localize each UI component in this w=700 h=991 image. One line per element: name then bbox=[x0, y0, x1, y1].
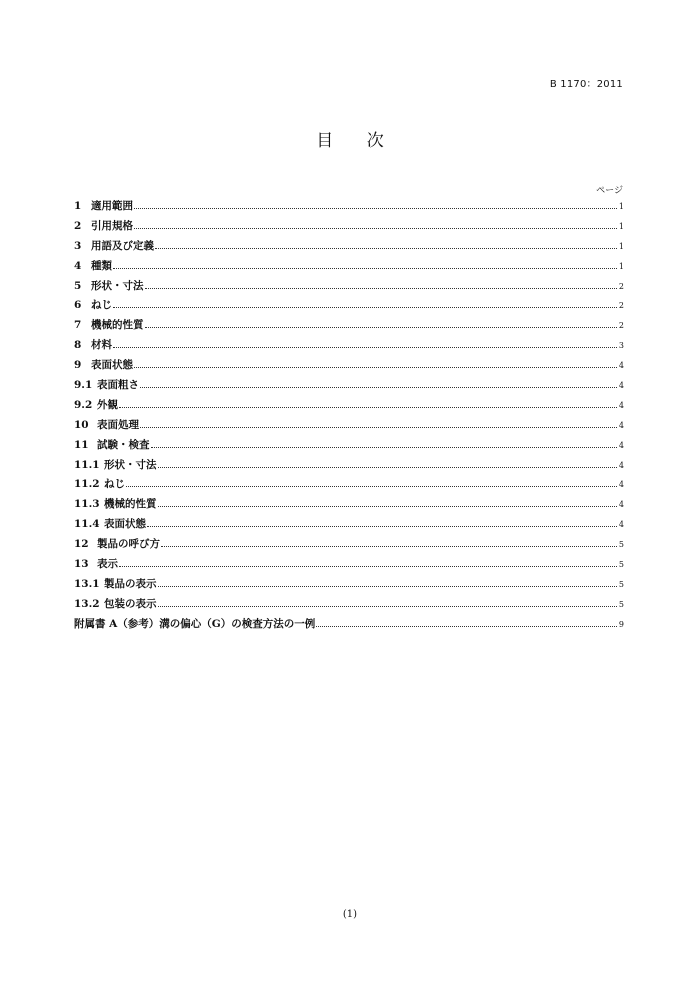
dot-leader bbox=[158, 506, 618, 507]
dot-leader bbox=[113, 347, 617, 348]
document-id: B 1170：2011 bbox=[549, 79, 623, 90]
toc-entry-number: 13.1 bbox=[74, 577, 100, 590]
toc-entry-page: 5 bbox=[618, 599, 624, 609]
dot-leader bbox=[140, 427, 617, 428]
toc-entry[interactable] bbox=[74, 258, 624, 278]
toc-entry-page: 9 bbox=[618, 619, 624, 629]
page-number: (1) bbox=[342, 909, 358, 920]
toc-entry-label: 材料 bbox=[91, 339, 112, 352]
dot-leader bbox=[119, 566, 617, 567]
toc-entry[interactable] bbox=[74, 616, 624, 636]
dot-leader bbox=[316, 626, 617, 627]
toc-entry-number: 13 bbox=[74, 558, 89, 571]
dot-leader bbox=[113, 268, 617, 269]
toc-entry-page: 4 bbox=[618, 520, 624, 530]
toc-entry-page: 4 bbox=[618, 420, 624, 430]
dot-leader bbox=[158, 467, 618, 468]
toc-entry-label: 表面処理 bbox=[97, 418, 139, 431]
toc-entry-label: 製品の呼び方 bbox=[97, 538, 160, 551]
toc-entry-number: 5 bbox=[74, 279, 82, 292]
toc-entry-label: 引用規格 bbox=[91, 219, 133, 232]
toc-entry[interactable] bbox=[74, 596, 624, 616]
toc-entry-page: 5 bbox=[618, 540, 624, 550]
toc-entry-label: 表面粗さ bbox=[97, 379, 139, 392]
toc-entry-page: 4 bbox=[618, 361, 624, 371]
dot-leader bbox=[161, 546, 617, 547]
toc-entry-page: 4 bbox=[618, 460, 624, 470]
toc-entry-page: 3 bbox=[618, 341, 624, 351]
toc-entry[interactable] bbox=[74, 437, 624, 457]
toc-entry-number: 12 bbox=[74, 538, 89, 551]
dot-leader bbox=[126, 486, 617, 487]
toc-entry-label: 表面状態 bbox=[91, 359, 133, 372]
dot-leader bbox=[119, 407, 617, 408]
toc-entry-number: 11.1 bbox=[74, 458, 100, 471]
toc-entry-page: 5 bbox=[618, 560, 624, 570]
dot-leader bbox=[158, 606, 618, 607]
toc-entry-page: 5 bbox=[618, 579, 624, 589]
toc-entry-page: 4 bbox=[618, 480, 624, 490]
page-column-label: ページ bbox=[596, 186, 623, 196]
dot-leader bbox=[134, 208, 617, 209]
toc-entry-number: 8 bbox=[74, 339, 82, 352]
toc-entry-page: 2 bbox=[618, 301, 624, 311]
toc-entry[interactable] bbox=[74, 457, 624, 477]
toc-entry[interactable] bbox=[74, 496, 624, 516]
toc-entry-number: 7 bbox=[74, 319, 82, 332]
toc-entry-number: 9.1 bbox=[74, 379, 93, 392]
toc-entry-number: 6 bbox=[74, 299, 82, 312]
toc-entry[interactable] bbox=[74, 516, 624, 536]
toc-entry-number: 13.2 bbox=[74, 597, 100, 610]
toc-entry-number: 10 bbox=[74, 418, 89, 431]
dot-leader bbox=[151, 447, 618, 448]
toc-entry-label: 表面状態 bbox=[104, 518, 146, 531]
toc-entry-page: 2 bbox=[618, 281, 624, 291]
toc-entry-label: ねじ bbox=[104, 478, 125, 491]
toc-entry-label: 形状・寸法 bbox=[91, 279, 144, 292]
dot-leader bbox=[147, 526, 617, 527]
toc-entry-number: 2 bbox=[74, 219, 82, 232]
toc-entry[interactable] bbox=[74, 238, 624, 258]
toc-entry-page: 4 bbox=[618, 500, 624, 510]
toc-entry[interactable] bbox=[74, 278, 624, 298]
toc-entry-page: 1 bbox=[618, 202, 624, 211]
toc-entry-label: 用語及び定義 bbox=[91, 239, 154, 252]
toc-entry[interactable] bbox=[74, 218, 624, 238]
toc-entry-label: 種類 bbox=[91, 259, 112, 272]
toc-entry-label: 外観 bbox=[97, 398, 118, 411]
toc-entry[interactable] bbox=[74, 476, 624, 496]
toc-entry-page: 1 bbox=[618, 241, 624, 251]
toc-entry-label: 附属書 A（参考）溝の偏心（G）の検査方法の一例 bbox=[74, 617, 316, 630]
toc-entry-number: 3 bbox=[74, 239, 82, 252]
toc-entry-label: 表示 bbox=[97, 558, 118, 571]
toc-entry-number: 11 bbox=[74, 438, 89, 451]
toc-entry[interactable] bbox=[74, 556, 624, 576]
toc-entry[interactable] bbox=[74, 576, 624, 596]
toc-entry-number: 11.2 bbox=[74, 478, 100, 491]
toc-entry-page: 4 bbox=[618, 400, 624, 410]
toc-entry-page: 1 bbox=[618, 221, 624, 231]
dot-leader bbox=[140, 387, 617, 388]
dot-leader bbox=[134, 367, 617, 368]
toc-entry-label: 機械的性質 bbox=[104, 498, 157, 511]
toc-entry[interactable] bbox=[74, 337, 624, 357]
dot-leader bbox=[113, 307, 617, 308]
toc-entry-page: 4 bbox=[618, 381, 624, 391]
toc-entry[interactable] bbox=[74, 357, 624, 377]
toc-entry[interactable] bbox=[74, 297, 624, 317]
toc-entry-page: 4 bbox=[618, 440, 624, 450]
dot-leader bbox=[155, 248, 617, 249]
toc-entry[interactable] bbox=[74, 417, 624, 437]
dot-leader bbox=[158, 586, 618, 587]
dot-leader bbox=[134, 228, 617, 229]
toc-entry[interactable] bbox=[74, 397, 624, 417]
toc-entry-label: 適用範囲 bbox=[91, 200, 133, 212]
toc-entry[interactable] bbox=[74, 536, 624, 556]
toc-entry-page: 2 bbox=[618, 321, 624, 331]
dot-leader bbox=[145, 288, 618, 289]
toc-entry-number: 4 bbox=[74, 259, 82, 272]
toc-entry[interactable] bbox=[74, 198, 624, 218]
toc-entry-label: 試験・検査 bbox=[97, 438, 150, 451]
toc-entry-number: 11.3 bbox=[74, 498, 100, 511]
toc-entry[interactable] bbox=[74, 377, 624, 397]
toc-entry-number: 9.2 bbox=[74, 398, 93, 411]
toc-entry[interactable] bbox=[74, 317, 624, 337]
toc-entry-label: 製品の表示 bbox=[104, 577, 157, 590]
toc-entry-number: 11.4 bbox=[74, 518, 100, 531]
toc-entry-label: ねじ bbox=[91, 299, 112, 312]
table-of-contents bbox=[74, 198, 624, 636]
toc-entry-label: 包装の表示 bbox=[104, 597, 157, 610]
toc-entry-number: 9 bbox=[74, 359, 82, 372]
toc-entry-label: 形状・寸法 bbox=[104, 458, 157, 471]
dot-leader bbox=[145, 327, 618, 328]
page-title: 目 次 bbox=[316, 131, 398, 151]
toc-entry-label: 機械的性質 bbox=[91, 319, 144, 332]
toc-entry-number: 1 bbox=[74, 200, 82, 212]
toc-entry-page: 1 bbox=[618, 261, 624, 271]
